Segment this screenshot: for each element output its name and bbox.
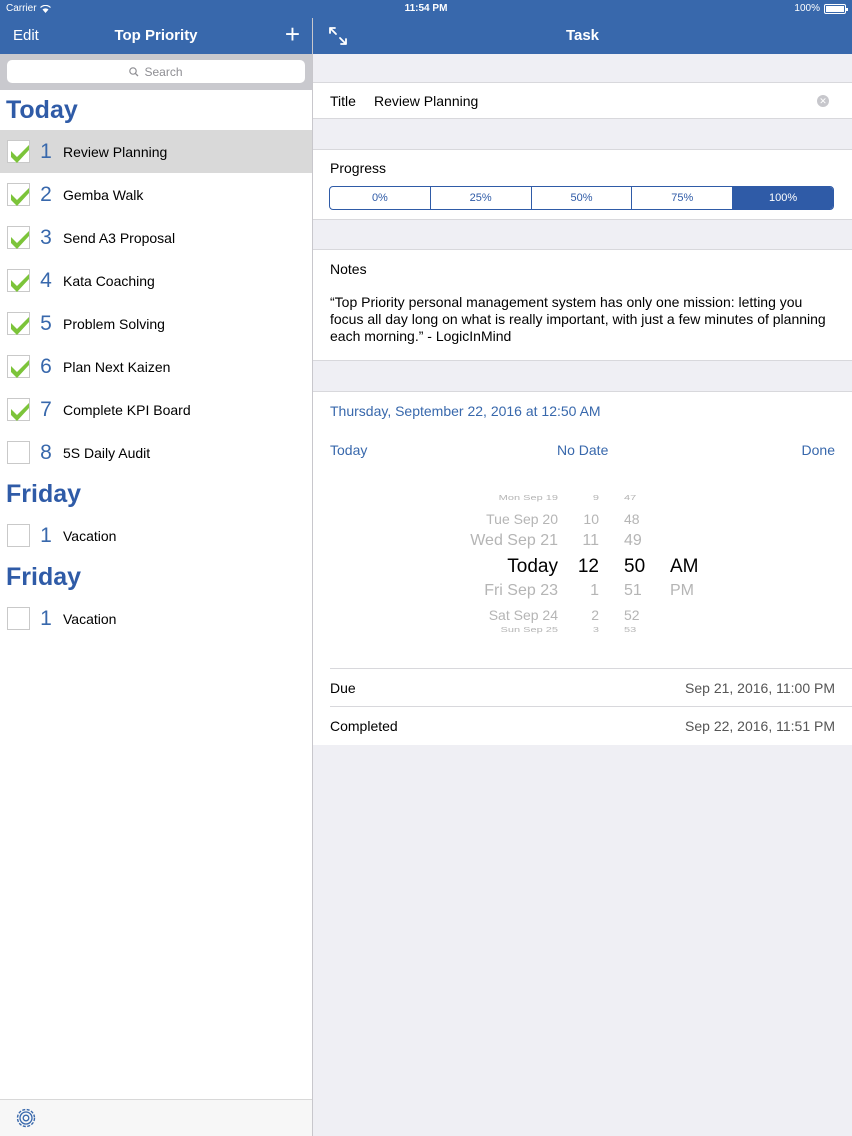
task-number: 5 <box>40 311 52 335</box>
battery-icon <box>824 4 846 14</box>
progress-label: Progress <box>330 160 387 176</box>
picker-minute[interactable]: 49 <box>624 532 642 549</box>
task-label: Kata Coaching <box>63 272 155 289</box>
task-label: Problem Solving <box>63 315 165 332</box>
progress-segmented-control <box>329 186 834 210</box>
picker-minute[interactable]: 51 <box>624 582 642 599</box>
task-label: Plan Next Kaizen <box>63 358 171 375</box>
task-list-pane <box>0 54 312 1136</box>
picker-ampm[interactable]: PM <box>670 582 694 599</box>
title-row[interactable] <box>313 82 852 119</box>
picker-day[interactable]: Tue Sep 20 <box>486 511 558 527</box>
checked-checkbox-icon[interactable] <box>7 183 30 206</box>
task-row[interactable] <box>0 216 312 259</box>
picker-day[interactable]: Sun Sep 25 <box>500 625 558 635</box>
progress-option[interactable]: 100% <box>733 187 833 209</box>
section-header: Friday <box>6 480 82 508</box>
task-number: 8 <box>40 440 52 464</box>
picker-minute[interactable]: 52 <box>624 607 640 623</box>
checked-checkbox-icon[interactable] <box>7 226 30 249</box>
top-bar <box>0 0 852 54</box>
progress-row <box>313 149 852 220</box>
picker-hour[interactable]: 10 <box>583 511 599 527</box>
today-button[interactable]: Today <box>330 442 368 458</box>
completed-label: Completed <box>330 718 398 734</box>
task-number: 1 <box>40 139 52 163</box>
checked-checkbox-icon[interactable] <box>7 312 30 335</box>
task-number: 4 <box>40 268 52 292</box>
picker-day[interactable]: Wed Sep 21 <box>470 532 558 549</box>
task-label: Gemba Walk <box>63 186 144 203</box>
search-placeholder: Search <box>144 64 183 79</box>
picker-minute[interactable]: 48 <box>624 511 640 527</box>
task-number: 2 <box>40 182 52 206</box>
progress-option[interactable]: 50% <box>532 187 633 209</box>
selected-datetime[interactable]: Thursday, September 22, 2016 at 12:50 AM <box>330 403 601 419</box>
date-section <box>313 391 852 743</box>
picker-day[interactable]: Mon Sep 19 <box>498 493 558 503</box>
battery <box>794 3 846 14</box>
completed-row[interactable] <box>313 707 852 745</box>
picker-day[interactable]: Sat Sep 24 <box>488 607 558 623</box>
notes-row <box>313 249 852 361</box>
picker-ampm[interactable]: AM <box>670 556 699 577</box>
carrier-label: Carrier <box>6 3 37 14</box>
title-field[interactable]: Review Planning <box>374 93 479 109</box>
title-label: Title <box>330 93 356 109</box>
done-button[interactable]: Done <box>801 442 835 458</box>
list-title: Top Priority <box>114 27 198 44</box>
section-header: Friday <box>6 563 82 591</box>
task-row[interactable] <box>0 259 312 302</box>
task-number: 6 <box>40 354 52 378</box>
list-nav-bar <box>0 18 312 54</box>
task-list <box>0 90 312 640</box>
task-row[interactable] <box>0 514 312 557</box>
progress-option[interactable]: 75% <box>632 187 733 209</box>
progress-option[interactable]: 0% <box>330 187 431 209</box>
clear-icon[interactable]: ✕ <box>817 95 829 107</box>
detail-title: Task <box>565 27 600 44</box>
checkbox-icon[interactable] <box>7 524 30 547</box>
no-date-button[interactable]: No Date <box>557 442 609 458</box>
due-value: Sep 21, 2016, 11:00 PM <box>685 680 835 696</box>
task-row[interactable] <box>0 173 312 216</box>
task-row[interactable] <box>0 597 312 640</box>
task-row[interactable] <box>0 431 312 474</box>
gear-icon[interactable] <box>14 1106 38 1130</box>
due-row[interactable] <box>313 669 852 707</box>
edit-button[interactable]: Edit <box>13 27 39 44</box>
checkbox-icon[interactable] <box>7 607 30 630</box>
task-label: 5S Daily Audit <box>63 444 151 461</box>
add-task-button[interactable]: + <box>284 19 300 49</box>
picker-minute[interactable]: 50 <box>624 556 646 577</box>
picker-hour[interactable]: 11 <box>582 532 599 549</box>
status-time: 11:54 PM <box>404 3 448 14</box>
task-number: 3 <box>40 225 52 249</box>
progress-option[interactable]: 25% <box>431 187 532 209</box>
notes-label: Notes <box>330 261 367 277</box>
picker-day[interactable]: Fri Sep 23 <box>484 582 558 599</box>
task-row[interactable] <box>0 388 312 431</box>
task-detail-pane <box>313 54 852 1136</box>
search-bar <box>0 54 312 90</box>
task-label: Review Planning <box>63 143 168 160</box>
picker-minute[interactable]: 47 <box>624 493 637 503</box>
task-label: Vacation <box>63 610 117 627</box>
task-number: 7 <box>40 397 52 421</box>
search-icon <box>129 67 139 77</box>
task-number: 1 <box>40 606 52 630</box>
task-label: Vacation <box>63 527 117 544</box>
notes-text[interactable]: “Top Priority personal management system has only one mission: letting you focus all day long on what is really important, with just a few minutes of planning each morning.” - LogicInMind <box>330 294 826 344</box>
date-time-picker[interactable] <box>313 492 852 642</box>
checkbox-icon[interactable] <box>7 441 30 464</box>
search-input[interactable] <box>7 60 305 83</box>
task-row[interactable] <box>0 345 312 388</box>
checked-checkbox-icon[interactable] <box>7 269 30 292</box>
checked-checkbox-icon[interactable] <box>7 398 30 421</box>
picker-hour[interactable]: 1 <box>590 582 599 599</box>
task-label: Send A3 Proposal <box>63 229 176 246</box>
due-label: Due <box>330 680 356 696</box>
checked-checkbox-icon[interactable] <box>7 355 30 378</box>
picker-day[interactable]: Today <box>507 556 558 577</box>
checked-checkbox-icon[interactable] <box>7 140 30 163</box>
picker-minute[interactable]: 53 <box>624 625 637 635</box>
detail-nav-bar <box>313 18 852 54</box>
task-number: 1 <box>40 523 52 547</box>
picker-hour[interactable]: 9 <box>592 493 599 503</box>
bottom-toolbar <box>0 1099 312 1136</box>
task-row[interactable] <box>0 302 312 345</box>
picker-hour[interactable]: 12 <box>577 556 599 577</box>
picker-hour[interactable]: 2 <box>591 607 599 623</box>
picker-hour[interactable]: 3 <box>592 625 599 635</box>
battery-percent: 100% <box>794 3 820 14</box>
task-label: Complete KPI Board <box>63 401 191 418</box>
section-header: Today <box>6 96 78 124</box>
status-bar <box>0 0 852 18</box>
task-row[interactable] <box>0 130 312 173</box>
completed-value: Sep 22, 2016, 11:51 PM <box>685 718 835 734</box>
